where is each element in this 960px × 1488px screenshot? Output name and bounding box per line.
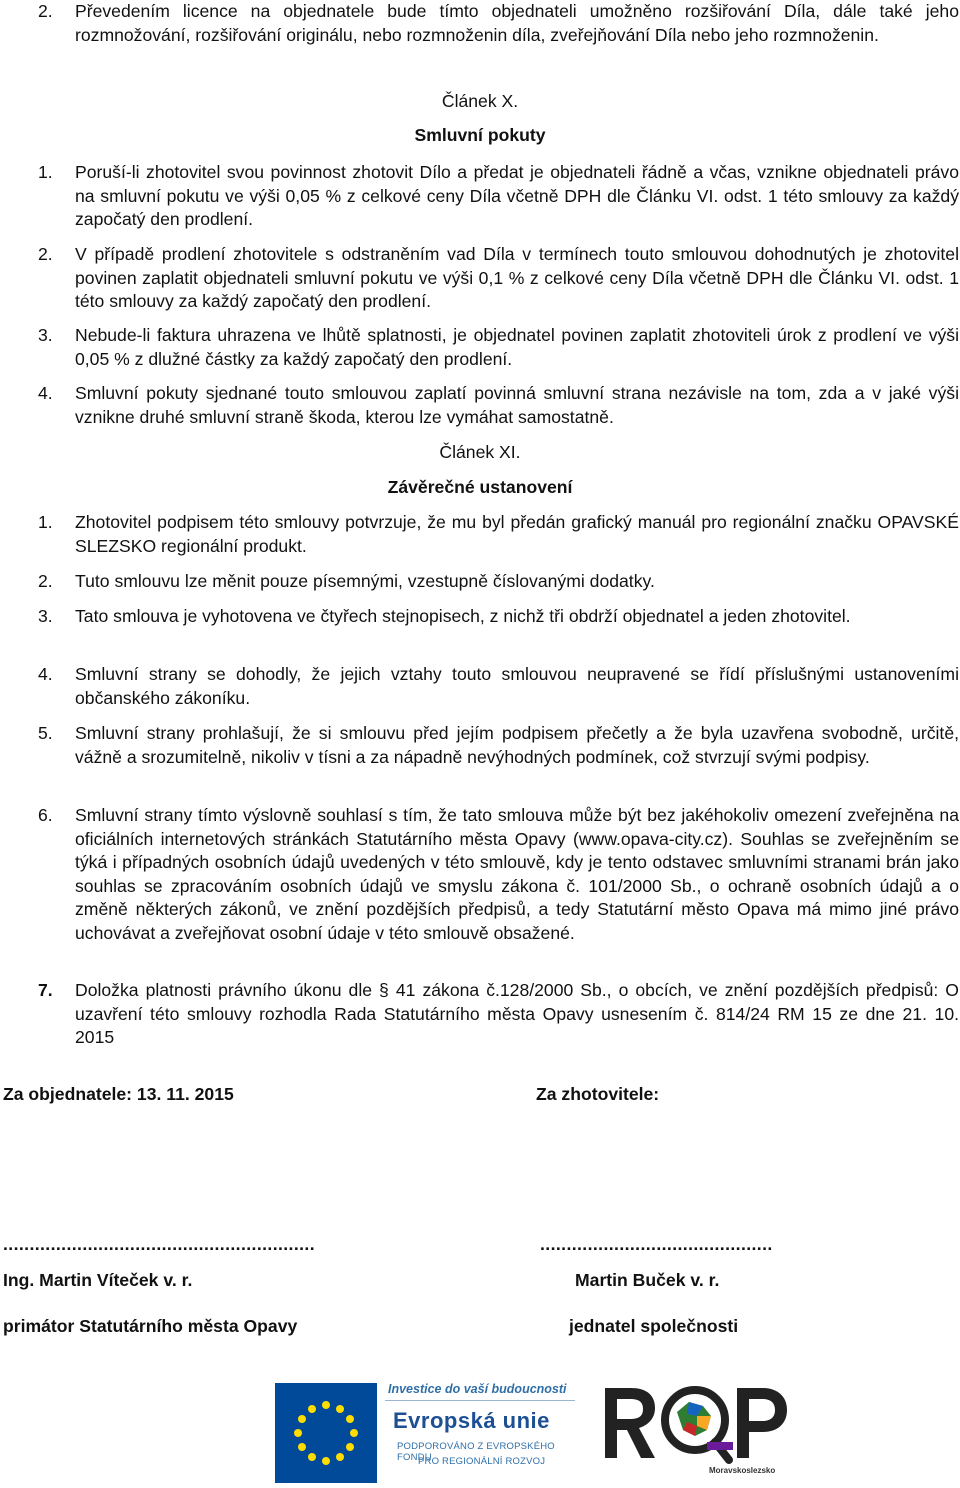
clause-number: 3.: [38, 325, 53, 345]
divider: [385, 1400, 575, 1401]
clause-number: 1.: [38, 512, 53, 532]
final-clause-1: [38, 511, 959, 558]
client-signatory-name: Ing. Martin Víteček v. r.: [3, 1270, 193, 1290]
clause-number: 2.: [38, 1, 53, 21]
penalty-clause-4: [38, 382, 959, 429]
rop-emblem-icon: [597, 1380, 797, 1470]
clause-text: Poruší-li zhotovitel svou povinnost zhotovit Dílo a předat je objednateli řádně a včas, vznikne objednateli právo na smluvní pokutu ve výši 0,05 % z celkové ceny Díla včetně DPH dle Článku VI. odst. 1 této smlouvy za každý započatý den prodlení.: [75, 162, 959, 229]
clause-number: 1.: [38, 162, 53, 182]
clause-text: Smluvní strany tímto výslovně souhlasí s tím, že tato smlouva může být bez jakéhokoliv omezení zveřejněna na oficiálních internetových stránkách Statutárního města Opavy (www.opava-city.cz). Souhlas se zveřejněním se týká i případných osobních údajů uvedených v této smlouvě, kdy je tento odstavec smluvními stranami brán jako souhlas se zpracováním osobních údajů ve smyslu zákona č. 101/2000 Sb., o ochraně osobních údajů a o změně některých zákonů, ve znění pozdějších předpisů, a tedy Statutární město Opava má mimo jiné právo uchovávat a zveřejňovat osobní údaje v této smlouvě obsažené.: [75, 805, 959, 943]
contractor-signature-line: ............................................: [540, 1234, 773, 1254]
clause-number: 4.: [38, 664, 53, 684]
clause-text: Smluvní strany prohlašují, že si smlouvu před jejím podpisem přečetly a že byla uzavřena svobodně, určitě, vážně a srozumitelně, nikoliv v tísni a za nápadně nevýhodných podmínek, což stvrzují svými podpisy.: [75, 723, 959, 767]
clause-text: Nebude-li faktura uhrazena ve lhůtě splatnosti, je objednatel povinen zaplatit zhotoviteli úrok z prodlení ve výši 0,05 % z dlužné částky za každý započatý den prodlení.: [75, 325, 959, 369]
clause-number: 3.: [38, 606, 53, 626]
penalty-clause-3: [38, 324, 959, 371]
client-signature-line: ...........................................................: [3, 1234, 315, 1254]
final-clause-7: [38, 979, 959, 1050]
final-clause-3: [38, 605, 959, 629]
clause-number: 7.: [38, 980, 53, 1000]
clause-number: 2.: [38, 571, 53, 591]
clause-text: Tato smlouva je vyhotovena ve čtyřech stejnopisech, z nichž tři obdrží objednatel a jeden zhotovitel.: [75, 606, 851, 626]
final-clause-2: [38, 570, 959, 594]
clause-text: Smluvní strany se dohodly, že jejich vztahy touto smlouvou neupravené se řídí příslušnými ustanoveními občanského zákoníku.: [75, 664, 959, 708]
contractor-signature-header: Za zhotovitele:: [536, 1084, 660, 1104]
clause-number: 4.: [38, 383, 53, 403]
article-title: Závěrečné ustanovení: [387, 477, 573, 497]
eu-subtitle-1: PODPOROVÁNO Z EVROPSKÉHO FONDU: [397, 1441, 555, 1463]
clause-transfer-license: [38, 0, 959, 47]
final-clause-4: [38, 663, 959, 710]
clause-text: Doložka platnosti právního úkonu dle § 41 zákona č.128/2000 Sb., o obcích, ve znění pozdějších předpisů: O uzavření této smlouvy rozhodla Rada Statutárního města Opavy usnesením č. 814/24 RM 15 ze dne 21. 10. 2015: [75, 980, 959, 1047]
eu-fund-logo: [377, 1380, 582, 1483]
clause-text: Převedením licence na objednatele bude tímto objednateli umožněno rozšiřování Díla, dále také jeho rozmnožování, rozšiřování originálu, nebo rozmnoženin díla, zveřejňování Díla nebo jeho rozmnoženin.: [75, 1, 959, 45]
eu-flag-logo: [275, 1383, 377, 1483]
clause-text: V případě prodlení zhotovitele s odstraněním vad Díla v termínech touto smlouvou dohodnutých je zhotovitel povinen zaplatit objednateli smluvní pokutu ve výši 0,1 % z celkové ceny Díla včetně DPH dle Článku VI. odst. 1 této smlouvy za každý započatý den prodlení.: [75, 244, 959, 311]
article-heading: Článek X.: [441, 91, 519, 111]
contractor-signatory-role: jednatel společnosti: [569, 1316, 739, 1336]
eu-slogan: Investice do vaší budoucnosti: [388, 1382, 567, 1396]
final-clause-6: [38, 804, 959, 945]
eu-title: Evropská unie: [393, 1408, 550, 1433]
eu-stars-icon: [275, 1383, 377, 1483]
article-heading: Článek XI.: [439, 442, 521, 462]
clause-number: 2.: [38, 244, 53, 264]
contractor-signatory-name: Martin Buček v. r.: [575, 1270, 720, 1290]
client-signatory-role: primátor Statutárního města Opavy: [3, 1316, 298, 1336]
client-signature-header: Za objednatele: 13. 11. 2015: [3, 1084, 234, 1104]
clause-text: Tuto smlouvu lze měnit pouze písemnými, vzestupně číslovanými dodatky.: [75, 571, 655, 591]
rop-caption: Moravskoslezsko: [709, 1466, 776, 1475]
clause-text: Zhotovitel podpisem této smlouvy potvrzuje, že mu byl předán grafický manuál pro regionální značku OPAVSKÉ SLEZSKO regionální produkt.: [75, 512, 959, 556]
penalty-clause-2: [38, 243, 959, 314]
clause-number: 5.: [38, 723, 53, 743]
article-title: Smluvní pokuty: [414, 125, 546, 145]
penalty-clause-1: [38, 161, 959, 232]
final-clause-5: [38, 722, 959, 769]
clause-text: Smluvní pokuty sjednané touto smlouvou zaplatí povinná smluvní strana nezávisle na tom, zda a v jaké výši vznikne druhé smluvní straně škoda, kterou lze vymáhat samostatně.: [75, 383, 959, 427]
rop-logo: [597, 1380, 797, 1483]
clause-number: 6.: [38, 805, 53, 825]
eu-subtitle-2: PRO REGIONÁLNÍ ROZVOJ: [418, 1456, 546, 1467]
